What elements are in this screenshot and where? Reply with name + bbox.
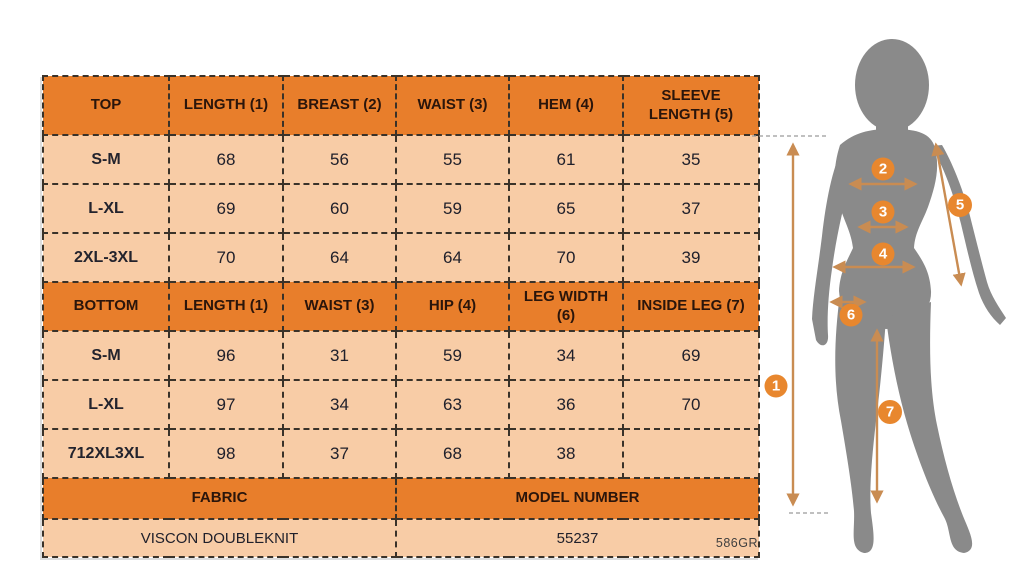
bottom-row-sm — [43, 331, 759, 380]
fabric-value-cell: VISCON DOUBLEKNIT — [43, 519, 396, 557]
silhouette-left-leg — [835, 294, 886, 553]
measurement-cell: 31 — [283, 331, 396, 380]
marker-label-2: 2 — [878, 160, 888, 178]
header-bottom-leg-width: LEG WIDTH (6) — [509, 282, 623, 331]
header-top-sleeve-length: SLEEVE LENGTH (5) — [623, 76, 759, 135]
measurement-cell: 63 — [396, 380, 509, 429]
marker-label-4: 4 — [878, 245, 888, 263]
measurement-cell: 70 — [169, 233, 283, 282]
size-label-cell: 2XL-3XL — [43, 233, 169, 282]
bottom-header-row — [43, 282, 759, 331]
header-top: TOP — [43, 76, 169, 135]
measurement-cell-empty — [623, 429, 759, 478]
measurement-cell: 68 — [169, 135, 283, 184]
measurement-cell: 70 — [623, 380, 759, 429]
size-chart-container — [42, 75, 758, 558]
bottom-row-lxl — [43, 380, 759, 429]
measurement-cell: 97 — [169, 380, 283, 429]
measurement-cell: 36 — [509, 380, 623, 429]
top-header-row — [43, 76, 759, 135]
size-label-cell: S-M — [43, 135, 169, 184]
measurement-cell: 64 — [396, 233, 509, 282]
header-bottom-inside-leg: INSIDE LEG (7) — [623, 282, 759, 331]
top-row-sm — [43, 135, 759, 184]
header-top-breast: BREAST (2) — [283, 76, 396, 135]
style-code-label: 586GR — [715, 536, 758, 550]
measurement-figure — [748, 18, 1024, 567]
header-top-length: LENGTH (1) — [169, 76, 283, 135]
size-label-cell: S-M — [43, 331, 169, 380]
measurement-cell: 60 — [283, 184, 396, 233]
header-bottom-hip: HIP (4) — [396, 282, 509, 331]
measurement-cell: 61 — [509, 135, 623, 184]
top-row-2xl3xl — [43, 233, 759, 282]
woman-silhouette — [812, 39, 1006, 553]
measurement-cell: 69 — [623, 331, 759, 380]
measurement-cell: 96 — [169, 331, 283, 380]
measurement-cell: 38 — [509, 429, 623, 478]
header-model-number: MODEL NUMBER — [396, 478, 759, 519]
measurement-cell: 55 — [396, 135, 509, 184]
marker-label-3: 3 — [878, 203, 888, 221]
bottom-row-2xl3xl — [43, 429, 759, 478]
measurement-cell: 56 — [283, 135, 396, 184]
size-label-cell: 712XL3XL — [43, 429, 169, 478]
header-top-waist: WAIST (3) — [396, 76, 509, 135]
measurement-cell: 64 — [283, 233, 396, 282]
marker-label-6: 6 — [846, 306, 856, 324]
model-number-value-cell: 55237 — [396, 519, 759, 557]
measurement-cell: 37 — [283, 429, 396, 478]
measurement-cell: 34 — [509, 331, 623, 380]
measurement-cell: 37 — [623, 184, 759, 233]
info-header-row — [43, 478, 759, 519]
silhouette-right-leg — [886, 302, 972, 553]
header-top-hem: HEM (4) — [509, 76, 623, 135]
measurement-cell: 70 — [509, 233, 623, 282]
marker-label-7: 7 — [885, 403, 895, 421]
measurement-cell: 68 — [396, 429, 509, 478]
top-row-lxl — [43, 184, 759, 233]
size-chart-table — [42, 75, 760, 558]
measurement-cell: 98 — [169, 429, 283, 478]
silhouette-right-arm — [931, 145, 1006, 325]
measurement-cell: 39 — [623, 233, 759, 282]
header-bottom-length: LENGTH (1) — [169, 282, 283, 331]
size-label-cell: L-XL — [43, 184, 169, 233]
measurement-cell: 35 — [623, 135, 759, 184]
header-bottom-waist: WAIST (3) — [283, 282, 396, 331]
measurement-cell: 69 — [169, 184, 283, 233]
header-fabric: FABRIC — [43, 478, 396, 519]
measurement-cell: 34 — [283, 380, 396, 429]
marker-label-5: 5 — [955, 196, 965, 214]
measurement-cell: 59 — [396, 331, 509, 380]
measurement-cell: 65 — [509, 184, 623, 233]
marker-label-1: 1 — [771, 377, 781, 395]
size-label-cell: L-XL — [43, 380, 169, 429]
header-bottom: BOTTOM — [43, 282, 169, 331]
measurement-cell: 59 — [396, 184, 509, 233]
